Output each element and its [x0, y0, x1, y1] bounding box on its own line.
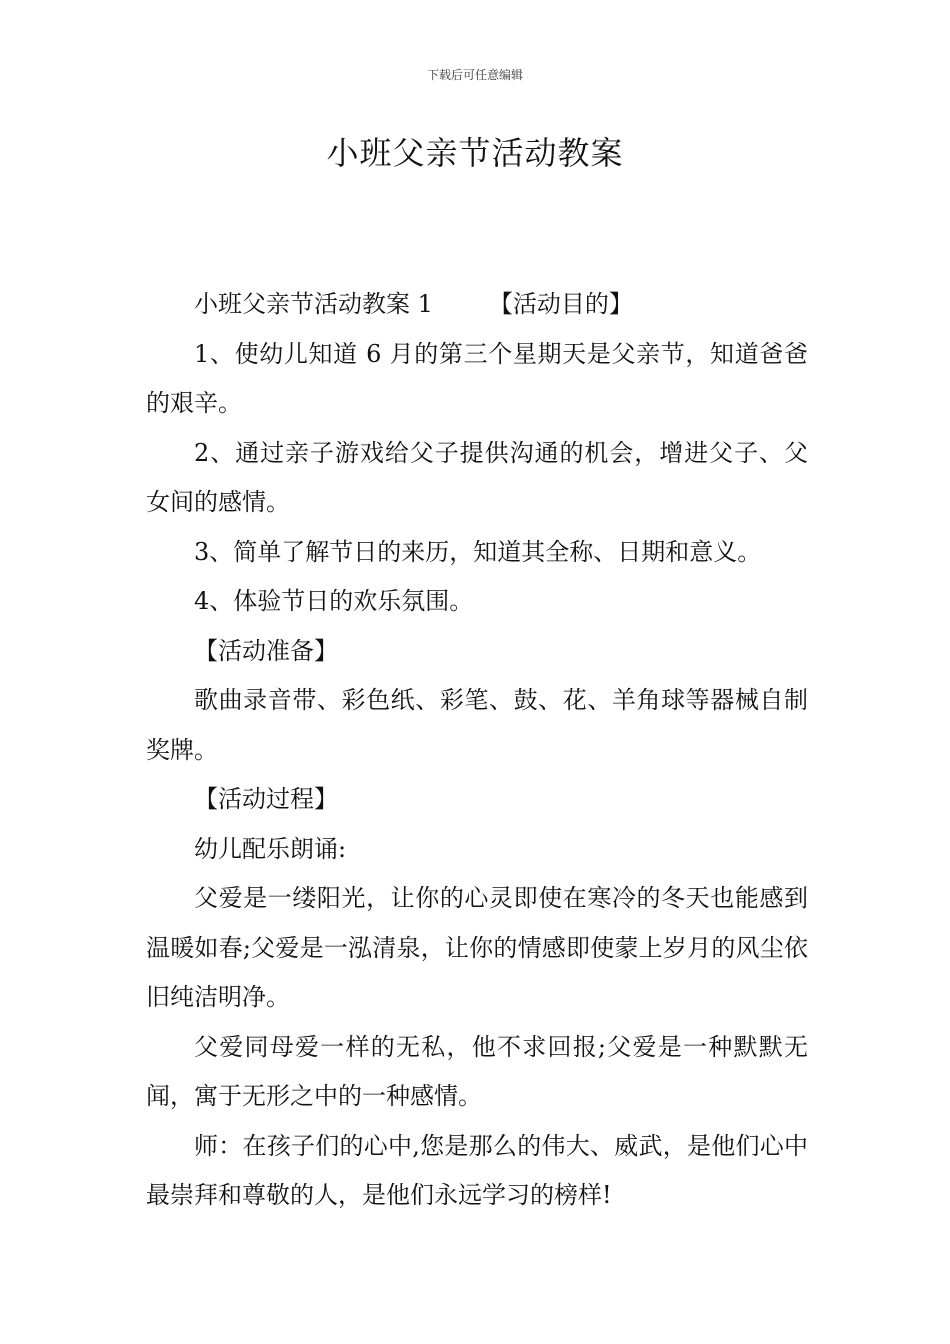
section-heading-goal: 【活动目的】	[488, 290, 633, 318]
document-title: 小班父亲节活动教案	[326, 134, 624, 172]
recitation-paragraph-2: 父爱同母爱一样的无私，他不求回报;父爱是一种默默无闻，寓于无形之中的一种感情。	[146, 1032, 808, 1110]
section-heading-preparation: 【活动准备】	[194, 636, 338, 665]
header-note: 下载后可任意编辑	[426, 68, 523, 82]
lesson-name: 小班父亲节活动教案 1	[194, 290, 433, 318]
recitation-paragraph-1: 父爱是一缕阳光，让你的心灵即使在寒冷的冬天也能感到温暖如春;父爱是一泓清泉，让你的情感即使蒙上岁月的风尘依旧纯洁明净。	[146, 884, 808, 1011]
section-heading-process: 【活动过程】	[194, 785, 338, 813]
document-body	[146, 280, 808, 1221]
teacher-paragraph: 师：在孩子们的心中,您是那么的伟大、威武，是他们心中最崇拜和尊敬的人，是他们永远学习的榜样!	[146, 1131, 808, 1209]
intro-line	[146, 280, 808, 330]
process-step-recitation: 幼儿配乐朗诵:	[194, 834, 347, 863]
preparation-text: 歌曲录音带、彩色纸、彩笔、鼓、花、羊角球等器械自制奖牌。	[146, 686, 808, 764]
goal-item-4: 4、体验节日的欢乐氛围。	[194, 587, 474, 615]
goal-item-3: 3、简单了解节日的来历，知道其全称、日期和意义。	[194, 537, 762, 566]
goal-item-1: 1、使幼儿知道 6 月的第三个星期天是父亲节，知道爸爸的艰辛。	[146, 339, 808, 417]
goal-item-2: 2、通过亲子游戏给父子提供沟通的机会，增进父子、父女间的感情。	[146, 438, 808, 516]
